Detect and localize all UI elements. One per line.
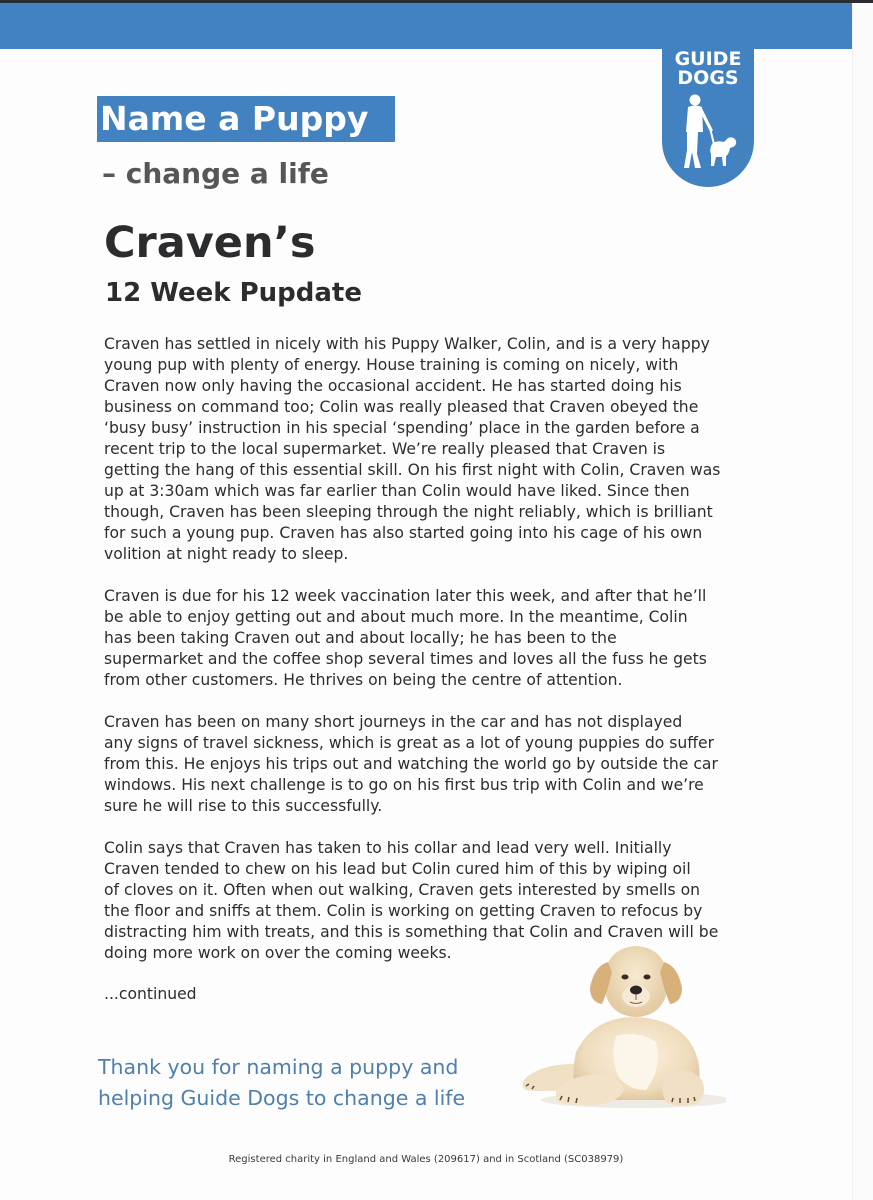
text-line: though, Craven has been sleeping through the night reliably, which is brilliant	[104, 503, 713, 521]
logo-line-1: GUIDE	[674, 48, 742, 70]
text-line: Craven tended to chew on his lead but Colin cured him of this by wiping oil	[104, 860, 691, 878]
text-line: recent trip to the local supermarket. We’re really pleased that Craven is	[104, 440, 666, 458]
thank-you-line-2: helping Guide Dogs to change a life	[98, 1086, 466, 1110]
text-line: volition at night ready to sleep.	[104, 545, 349, 563]
guide-dogs-logo	[662, 40, 754, 187]
text-line: of cloves on it. Often when out walking, Craven gets interested by smells on	[104, 881, 701, 899]
text-line: Craven has settled in nicely with his Puppy Walker, Colin, and is a very happy	[104, 335, 710, 353]
text-line: business on command too; Colin was really pleased that Craven obeyed the	[104, 398, 699, 416]
text-line: up at 3:30am which was far earlier than Colin would have liked. Since then	[104, 482, 690, 500]
charity-registration-footer: Registered charity in England and Wales (209617) and in Scotland (SC038979)	[228, 1154, 624, 1165]
labrador-puppy-image	[516, 940, 726, 1112]
update-heading: 12 Week Pupdate	[105, 278, 362, 308]
text-line: Colin says that Craven has taken to his collar and lead very well. Initially	[104, 839, 672, 857]
text-line: ‘busy busy’ instruction in his special ‘spending’ place in the garden before a	[104, 419, 700, 437]
text-line: Craven is due for his 12 week vaccination later this week, and after that he’ll	[104, 587, 707, 605]
text-line: from other customers. He thrives on being the centre of attention.	[104, 671, 623, 689]
text-line: young pup with plenty of energy. House training is coming on nicely, with	[104, 356, 679, 374]
person-with-guide-dog-icon	[678, 94, 738, 170]
page-right-margin	[852, 3, 873, 1200]
paragraph-vaccination	[104, 586, 707, 691]
text-line: windows. His next challenge is to go on his first bus trip with Colin and we’re	[104, 776, 704, 794]
text-line: Craven has been on many short journeys in the car and has not displayed	[104, 713, 683, 731]
text-line: doing more work on over the coming weeks.	[104, 944, 452, 962]
name-a-puppy-badge: Name a Puppy	[97, 96, 395, 142]
paragraph-house-training	[104, 334, 720, 565]
text-line: has been taking Craven out and about locally; he has been to the	[104, 629, 617, 647]
thank-you-message	[98, 1052, 465, 1114]
change-a-life-subtitle: – change a life	[102, 157, 329, 190]
text-line: getting the hang of this essential skill. On his first night with Colin, Craven was	[104, 461, 721, 479]
logo-line-2: DOGS	[677, 67, 739, 89]
logo-wordmark	[662, 50, 754, 88]
thank-you-line-1: Thank you for naming a puppy and	[98, 1055, 459, 1079]
text-line: from this. He enjoys his trips out and watching the world go by outside the car	[104, 755, 718, 773]
text-line: supermarket and the coffee shop several times and loves all the fuss he gets	[104, 650, 707, 668]
text-line: for such a young pup. Craven has also started going into his cage of his own	[104, 524, 703, 542]
text-line: be able to enjoy getting out and about much more. In the meantime, Colin	[104, 608, 688, 626]
text-line: the floor and sniffs at them. Colin is working on getting Craven to refocus by	[104, 902, 703, 920]
text-line: any signs of travel sickness, which is great as a lot of young puppies do suffer	[104, 734, 715, 752]
paragraph-car-journeys	[104, 712, 718, 817]
puppy-name-heading: Craven’s	[104, 218, 316, 268]
text-line: distracting him with treats, and this is something that Colin and Craven will be	[104, 923, 719, 941]
text-line: sure he will rise to this successfully.	[104, 797, 383, 815]
continued-note: ...continued	[104, 985, 197, 1003]
text-line: Craven now only having the occasional accident. He has started doing his	[104, 377, 682, 395]
